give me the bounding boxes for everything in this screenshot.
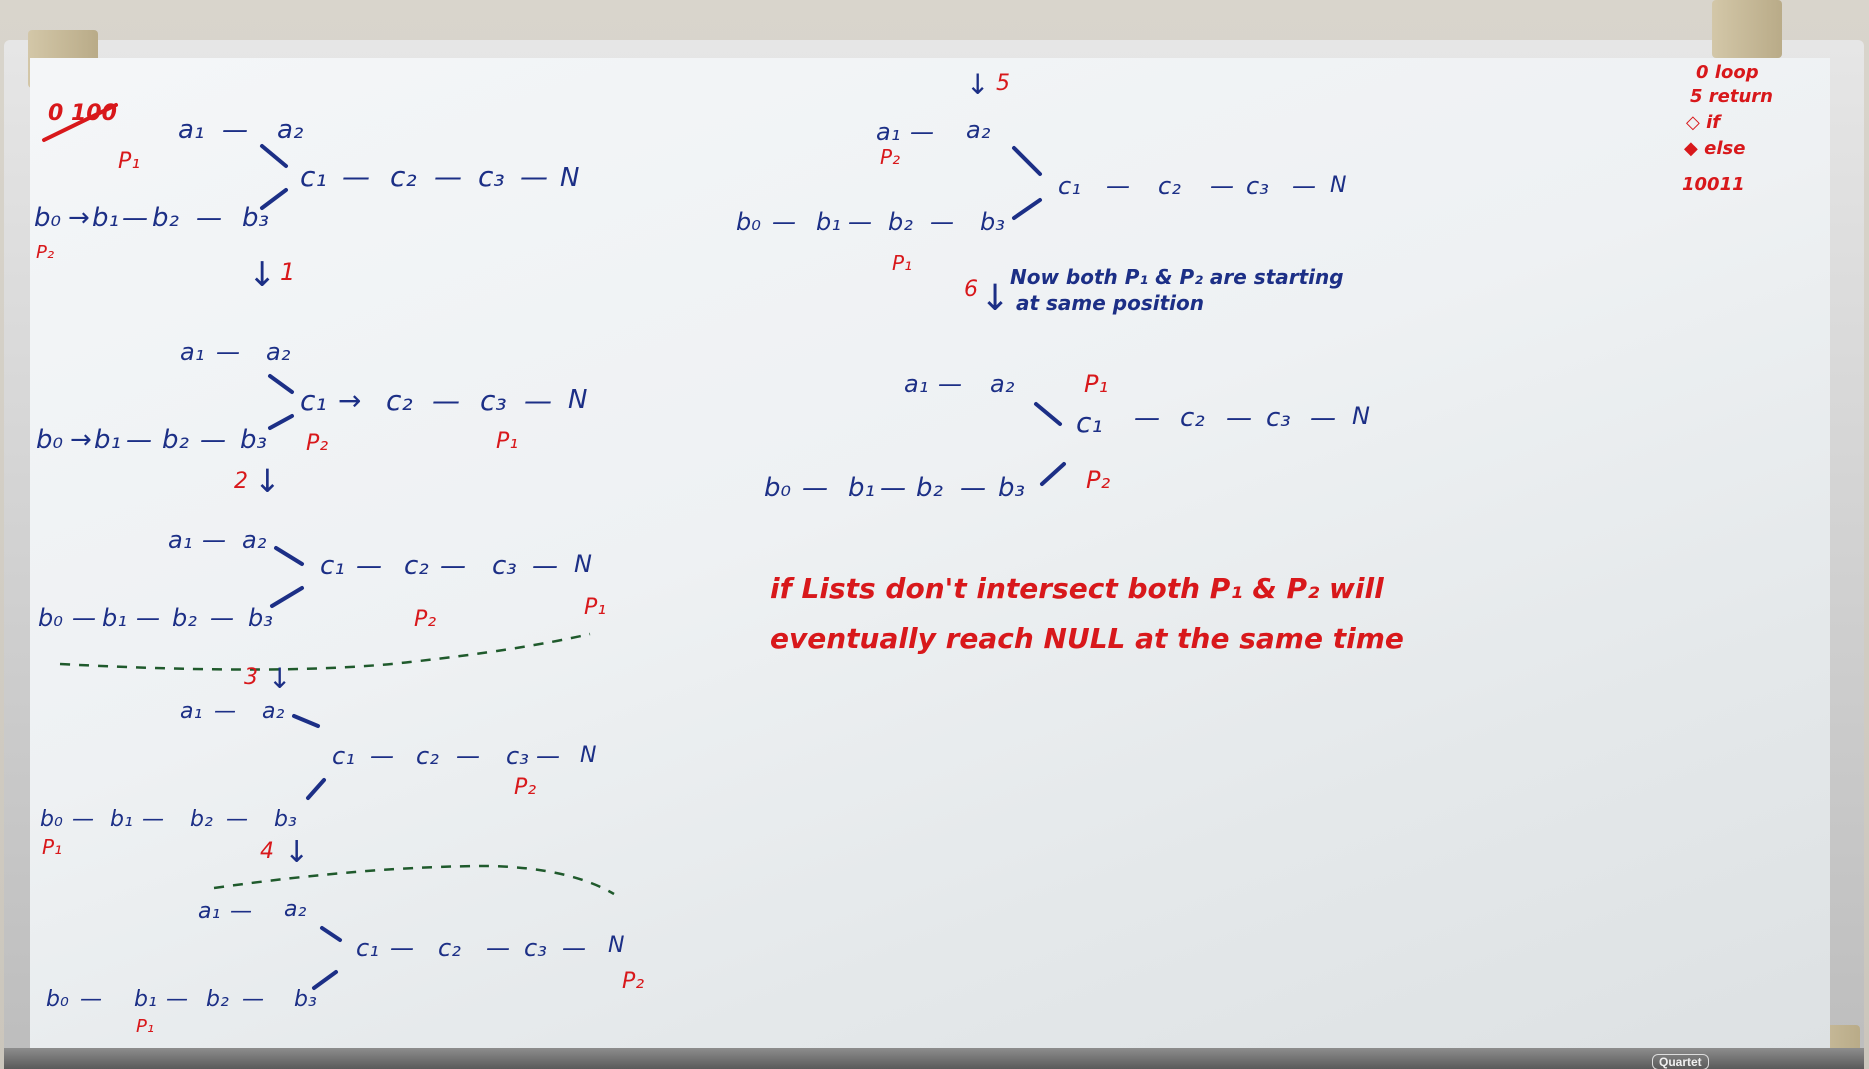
node-c2: c₂	[1180, 403, 1205, 433]
step-label: 3	[244, 665, 258, 690]
pointer-label: P₂	[414, 607, 437, 632]
diagram-stage-3	[40, 699, 596, 859]
node-b1: b₁	[102, 604, 127, 632]
node-a1: a₁	[178, 115, 205, 145]
merge-stroke	[1036, 404, 1060, 424]
node-b2: b₂	[190, 807, 213, 832]
node-b1: b₁	[94, 425, 121, 455]
pointer-label: P₂	[306, 431, 329, 456]
merge-stroke	[272, 588, 302, 606]
whiteboard-drawing	[30, 58, 1830, 1050]
node-b3: b₃	[998, 473, 1025, 503]
node-c1: c₁	[1076, 406, 1103, 439]
diagram-stage-5	[736, 116, 1346, 275]
link: —	[126, 425, 152, 455]
legend-item: ◆ else	[1684, 138, 1746, 159]
node-a2: a₂	[990, 370, 1015, 398]
legend-item: 5 return	[1690, 86, 1773, 107]
node-c2: c₂	[416, 742, 439, 770]
step-label: 5	[996, 71, 1010, 96]
node-b1: b₁	[110, 807, 133, 832]
merge-stroke	[322, 928, 340, 940]
node-a2: a₂	[277, 115, 304, 145]
link: —	[390, 934, 414, 962]
node-b2: b₂	[172, 604, 197, 632]
node-c1: c₁	[300, 160, 327, 193]
merge-stroke	[1014, 200, 1040, 218]
pointer-label: P₁	[42, 835, 63, 859]
pointer-label: P₂	[880, 145, 901, 169]
link: —	[456, 742, 480, 770]
frame-corner-cap	[1712, 0, 1782, 58]
link: —	[910, 118, 934, 146]
link: —	[1310, 403, 1336, 433]
node-c1: c₁	[356, 934, 379, 962]
node-c2: c₂	[386, 384, 413, 417]
node-c1: c₁	[320, 551, 345, 581]
link: —	[342, 160, 370, 193]
pointer-label: P₂	[514, 775, 537, 800]
link: —	[960, 473, 986, 503]
node-c2: c₂	[404, 551, 429, 581]
legend-item: ◇ if	[1686, 112, 1721, 133]
merge-stroke	[314, 972, 336, 988]
merge-stroke	[276, 548, 302, 564]
node-b0: b₀	[764, 473, 791, 503]
pointer-label: P₂	[36, 242, 55, 263]
node-b1: b₁	[134, 987, 157, 1012]
note-blue-line-1: Now both P₁ & P₂ are starting	[1010, 265, 1344, 289]
down-arrow-icon: ↓	[268, 662, 292, 695]
node-b1: b₁	[848, 473, 875, 503]
merge-stroke	[270, 416, 292, 428]
step-label: 4	[260, 839, 274, 864]
link: —	[214, 699, 236, 724]
link: —	[562, 934, 586, 962]
link: —	[136, 604, 160, 632]
node-b0: b₀	[38, 604, 63, 632]
top-left-mark: 0 100	[48, 101, 117, 126]
link: —	[142, 807, 164, 832]
node-b2: b₂	[152, 203, 179, 233]
node-a1: a₁	[180, 699, 203, 724]
link: —	[200, 425, 226, 455]
node-b0: b₀	[40, 807, 63, 832]
link: —	[72, 807, 94, 832]
node-c3: c₃	[1266, 403, 1291, 433]
node-a2: a₂	[266, 338, 291, 366]
pointer-label: P₁	[1084, 370, 1109, 398]
link: —	[166, 987, 188, 1012]
node-c3: c₃	[506, 742, 529, 770]
down-arrow-icon: ↓	[966, 68, 990, 101]
node-b2: b₂	[888, 208, 913, 236]
link: —	[222, 115, 248, 145]
node-a1: a₁	[198, 899, 221, 924]
link: →	[70, 425, 92, 455]
node-b3: b₃	[242, 203, 269, 233]
node-b2: b₂	[162, 425, 189, 455]
node-c1: c₁	[332, 742, 355, 770]
link: —	[72, 604, 96, 632]
link: —	[242, 987, 264, 1012]
node-b0: b₀	[736, 208, 761, 236]
step-label: 2	[234, 469, 248, 494]
pointer-label: P₁	[136, 1016, 155, 1037]
link: —	[802, 473, 828, 503]
node-b3: b₃	[980, 208, 1005, 236]
note-red-line-2: eventually reach NULL at the same time	[770, 622, 1404, 655]
merge-stroke	[1014, 148, 1040, 174]
link: —	[434, 160, 462, 193]
link: —	[1210, 172, 1234, 200]
node-a1: a₁	[180, 338, 205, 366]
note-red-line-1: if Lists don't intersect both P₁ & P₂ will	[770, 572, 1384, 605]
link: —	[930, 208, 954, 236]
node-c3: c₃	[1246, 172, 1269, 200]
node-null: N	[1352, 402, 1370, 430]
link: —	[432, 384, 460, 417]
diagram-stage-2	[38, 526, 606, 632]
link: —	[938, 370, 962, 398]
link: —	[1106, 172, 1130, 200]
step-label: 1	[280, 258, 296, 286]
legend-item: 0 loop	[1696, 62, 1759, 83]
down-arrow-icon: ↓	[254, 462, 281, 500]
pointer-label: P₂	[622, 969, 645, 994]
merge-stroke	[1042, 464, 1064, 484]
node-null: N	[608, 933, 625, 958]
down-arrow-icon: ↓	[248, 255, 277, 295]
node-null: N	[560, 163, 580, 193]
link: —	[532, 551, 558, 581]
node-a1: a₁	[168, 526, 193, 554]
node-c2: c₂	[1158, 172, 1181, 200]
node-a2: a₂	[262, 699, 285, 724]
wrap-around-dashed-arrow	[214, 866, 614, 894]
node-b1: b₁	[816, 208, 841, 236]
down-arrow-icon: ↓	[980, 278, 1011, 319]
link: —	[226, 807, 248, 832]
link: —	[772, 208, 796, 236]
node-a1: a₁	[876, 118, 901, 146]
link: —	[122, 203, 148, 233]
node-c3: c₃	[480, 384, 507, 417]
node-null: N	[580, 743, 597, 768]
pointer-label: P₁	[584, 595, 607, 620]
link: —	[196, 203, 222, 233]
node-c2: c₂	[390, 160, 417, 193]
node-a2: a₂	[966, 116, 991, 144]
down-arrow-icon: ↓	[284, 835, 310, 870]
link: —	[520, 160, 548, 193]
merge-stroke	[308, 780, 324, 798]
link: —	[210, 604, 234, 632]
whiteboard-surface	[30, 58, 1830, 1050]
link: —	[1226, 403, 1252, 433]
node-c3: c₃	[492, 551, 517, 581]
merge-stroke	[262, 190, 286, 208]
link: —	[216, 338, 240, 366]
merge-stroke	[294, 716, 318, 726]
node-a2: a₂	[242, 526, 267, 554]
link: —	[440, 551, 466, 581]
node-c1: c₁	[300, 384, 327, 417]
wrap-around-dashed-arrow	[60, 634, 590, 670]
node-null: N	[574, 550, 592, 578]
link: —	[202, 526, 226, 554]
link: —	[230, 899, 252, 924]
node-b0: b₀	[46, 987, 69, 1012]
diagram-stage-0	[34, 115, 579, 263]
marker-tray	[4, 1048, 1864, 1069]
pointer-label: P₁	[892, 251, 913, 275]
link: —	[1292, 172, 1316, 200]
node-b3: b₃	[294, 987, 317, 1012]
link: →	[338, 384, 362, 417]
node-c3: c₃	[478, 160, 505, 193]
link: —	[848, 208, 872, 236]
node-b3: b₃	[240, 425, 267, 455]
link: —	[80, 987, 102, 1012]
note-blue-line-2: at same position	[1016, 291, 1204, 315]
merge-stroke	[270, 376, 292, 392]
diagram-stage-1	[36, 338, 587, 456]
pointer-label: P₁	[118, 149, 141, 174]
merge-stroke	[262, 146, 286, 166]
node-b0: b₀	[36, 425, 63, 455]
step-label: 6	[964, 277, 978, 302]
node-b0: b₀	[34, 203, 61, 233]
node-b3: b₃	[248, 604, 273, 632]
pointer-label: P₂	[1086, 466, 1111, 494]
link: —	[356, 551, 382, 581]
node-c1: c₁	[1058, 172, 1081, 200]
node-c3: c₃	[524, 934, 547, 962]
node-null: N	[568, 385, 588, 415]
diagram-stage-4	[46, 897, 644, 1037]
link: →	[68, 203, 90, 233]
legend-item: 10011	[1682, 174, 1745, 195]
node-null: N	[1330, 173, 1347, 198]
pointer-label: P₁	[496, 429, 519, 454]
node-b1: b₁	[92, 203, 119, 233]
link: —	[880, 473, 906, 503]
link: —	[1134, 403, 1160, 433]
link: —	[486, 934, 510, 962]
link: —	[536, 742, 560, 770]
node-b3: b₃	[274, 807, 297, 832]
node-c2: c₂	[438, 934, 461, 962]
brand-logo: Quartet	[1652, 1054, 1709, 1069]
link: —	[524, 384, 552, 417]
node-a1: a₁	[904, 370, 929, 398]
diagram-stage-6	[764, 370, 1370, 503]
node-a2: a₂	[284, 897, 307, 922]
node-b2: b₂	[206, 987, 229, 1012]
link: —	[370, 742, 394, 770]
node-b2: b₂	[916, 473, 943, 503]
